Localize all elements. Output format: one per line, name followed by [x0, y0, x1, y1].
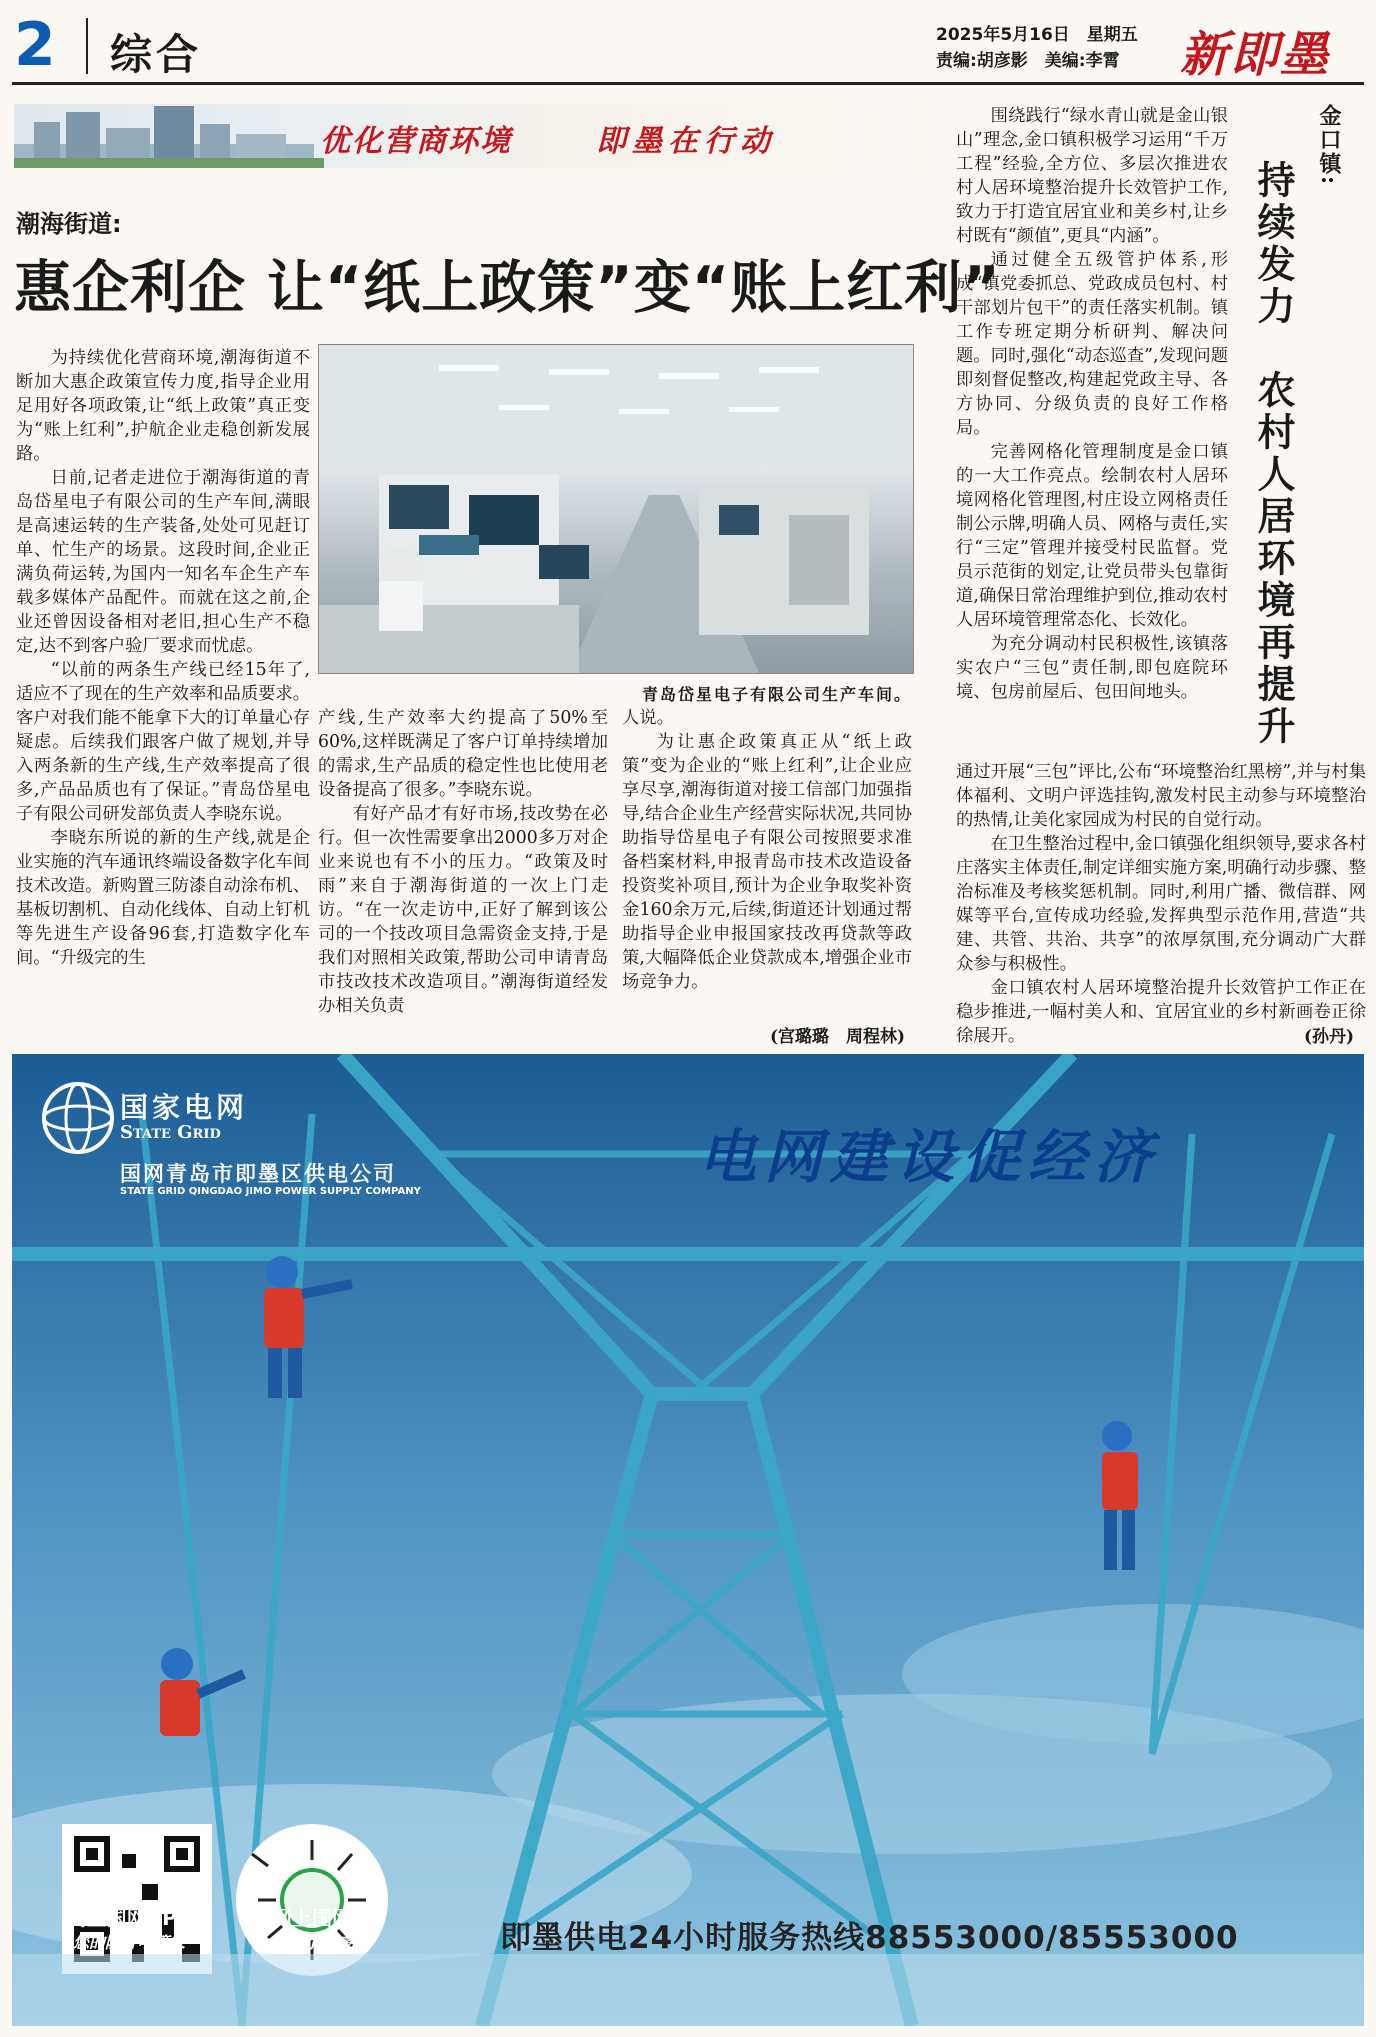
qr-miniprogram-label: 网上国网	[272, 1906, 352, 1930]
qr-app-label: 网上国网APP	[66, 1906, 192, 1930]
page-number: 2	[14, 10, 56, 80]
company-name-en: STATE GRID QINGDAO JIMO POWER SUPPLY COMPANY	[120, 1186, 421, 1197]
paragraph: 产线,生产效率大约提高了50%至60%,这样既满足了客户订单持续增加的需求,生产品质的稳定性也比使用老设备提高了很多。”李晓东说。	[318, 708, 608, 800]
paragraph: 为持续优化营商环境,潮海街道不断加大惠企政策宣传力度,指导企业用足用好各项政策,让“纸上政策”真正变为“账上红利”,护航企业走稳创新发展路。	[16, 348, 310, 464]
transmission-tower-illustration	[12, 1054, 1364, 2026]
article1-column-2	[318, 706, 608, 1018]
article1-kicker: 潮海街道:	[16, 210, 122, 238]
article2-kicker: 金口镇:	[1316, 104, 1342, 187]
brand-name-en: State Grid	[120, 1122, 221, 1143]
state-grid-advertisement	[12, 1054, 1364, 2026]
ad-title: 电网建设促经济	[698, 1123, 1161, 1191]
paragraph: 围绕践行“绿水青山就是金山银山”理念,金口镇积极学习运用“千万工程”经验,全方位、多层次推进农村人居环境整治提升长效管护工作,致力于打造宜居宜业和美乡村,让乡村既有“颜值”,更具“内涵”。	[956, 106, 1228, 246]
service-hotline: 即墨供电24小时服务热线88553000/85553000	[500, 1920, 1239, 1956]
paragraph: 完善网格化管理制度是金口镇的一大工作亮点。绘制农村人居环境网格化管理图,村庄设立网格责任制公示牌,明确人员、网格与责任,实行“三定”管理并接受村民监督。党员示范街的划定,让党员带头包靠街道,确保日常治理维护到位,推动农村人居环境管理常态化、长效化。	[956, 442, 1228, 630]
banner-slogan-a: 优化营商环境	[320, 124, 512, 159]
paragraph: 日前,记者走进位于潮海街道的青岛岱星电子有限公司的生产车间,满眼是高速运转的生产装备,处处可见赶订单、忙生产的场景。这段时间,企业正满负荷运转,为国内一知名车企生产车载多媒体产品配件。而就在这之前,企业还曾因设备相对老旧,担心生产不稳定,达不到客户验厂要求而忧虑。	[16, 468, 310, 656]
factory-photo	[318, 344, 914, 674]
paragraph: 有好产品才有好市场,技改势在必行。但一次性需要拿出2000多万对企业来说也有不小的压力。“政策及时雨”来自于潮海街道的一次上门走访。“在一次走访中,正好了解到该公司的一个技改项目急需资金支持,于是我们对照相关政策,帮助公司申请青岛市技改技术改造项目。”潮海街道经发办相关负责	[318, 804, 608, 1016]
paragraph: 为让惠企政策真正从“纸上政策”变为企业的“账上红利”,让企业应享尽享,潮海街道对接工信部门加强指导,结合企业生产经营实际状况,共同协助指导岱星电子有限公司按照要求准备档案材料,申报青岛市技术改造设备投资奖补项目,预计为企业争取奖补资金160余万元,后续,街道还计划通过帮助指导企业申报国家技改再贷款等政策,大幅降低企业贷款成本,增强企业市场竞争力。	[622, 732, 912, 992]
issue-date: 2025年5月16日 星期五	[936, 25, 1138, 45]
paragraph: 为充分调动村民积极性,该镇落实农户“三包”责任制,即包庭院环境、包房前屋后、包田间地头。	[956, 634, 1228, 702]
paragraph: 在卫生整治过程中,金口镇强化组织领导,要求各村庄落实主体责任,制定详细实施方案,明确行动步骤、整治标准及考核奖惩机制。同时,利用广播、微信群、网媒等平台,宣传成功经验,发挥典型示范作用,营造“共建、共管、共治、共享”的浓厚氛围,充分调动广大群众参与积极性。	[956, 834, 1366, 974]
article2-lower-column	[956, 760, 1366, 1048]
banner-slogan-b: 即墨在行动	[596, 124, 776, 159]
paragraph: “以前的两条生产线已经15年了,适应不了现在的生产效率和品质要求。客户对我们能不能拿下大的订单量心存疑虑。后续我们跟客户做了规划,并导入两条新的生产线,生产效率提高了很多,产品品质也有了保证。”青岛岱星电子有限公司研发部负责人李晓东说。	[16, 660, 310, 824]
photo-caption: 青岛岱星电子有限公司生产车间。	[641, 685, 912, 704]
article1-headline: 惠企利企 让“纸上政策”变“账上红利”	[14, 255, 1001, 321]
paragraph: 通过开展“三包”评比,公布“环境整治红黑榜”,并与村集体福利、文明户评选挂钩,激发村民主动参与环境整治的热情,让美化家园成为村民的自觉行动。	[956, 762, 1366, 830]
paragraph: 通过健全五级管护体系,形成“镇党委抓总、党政成员包村、村干部划片包干”的责任落实机制。镇工作专班定期分析研判、解决问题。同时,强化“动态巡查”,发现问题即刻督促整改,构建起党政主导、各方协同、分级负责的良好工作格局。	[956, 250, 1228, 438]
brand-name-cn: 国家电网	[120, 1091, 249, 1124]
section-title: 综合	[110, 30, 203, 79]
header-divider	[86, 18, 88, 74]
paragraph: 金口镇农村人居环境整治提升长效管护工作正在稳步推进,一幅村美人和、宜居宜业的乡村新画卷正徐徐展开。	[956, 978, 1366, 1046]
company-name-cn: 国网青岛市即墨区供电公司	[120, 1162, 396, 1186]
dateline	[936, 22, 1138, 74]
editors-credit: 责编:胡彦影 美编:李霄	[936, 51, 1120, 71]
article2-byline: (孙丹)	[1304, 1027, 1355, 1047]
article2-upper-column	[956, 104, 1228, 704]
paragraph: 人说。	[622, 708, 674, 728]
article1-column-3	[622, 706, 912, 994]
masthead-logo: 新即墨	[1180, 27, 1331, 83]
article1-column-1	[16, 346, 310, 970]
page-header	[12, 10, 1364, 85]
paragraph: 李晓东所说的新的生产线,就是企业实施的汽车通讯终端设备数字化车间技术改造。新购置三防漆自动涂布机、基板切割机、自动化线体、自动上钉机等先进生产设备96套,打造数字化车间。“升级完的生	[16, 828, 310, 968]
article2-headline: 持续发力 农村人居环境再提升	[1251, 160, 1295, 748]
qr-miniprogram-sublabel: 微信小程序	[271, 1933, 352, 1952]
qr-app-sublabel: 您的随身电管家	[72, 1933, 185, 1952]
article1-byline: (宫璐璐 周程林)	[770, 1027, 906, 1047]
